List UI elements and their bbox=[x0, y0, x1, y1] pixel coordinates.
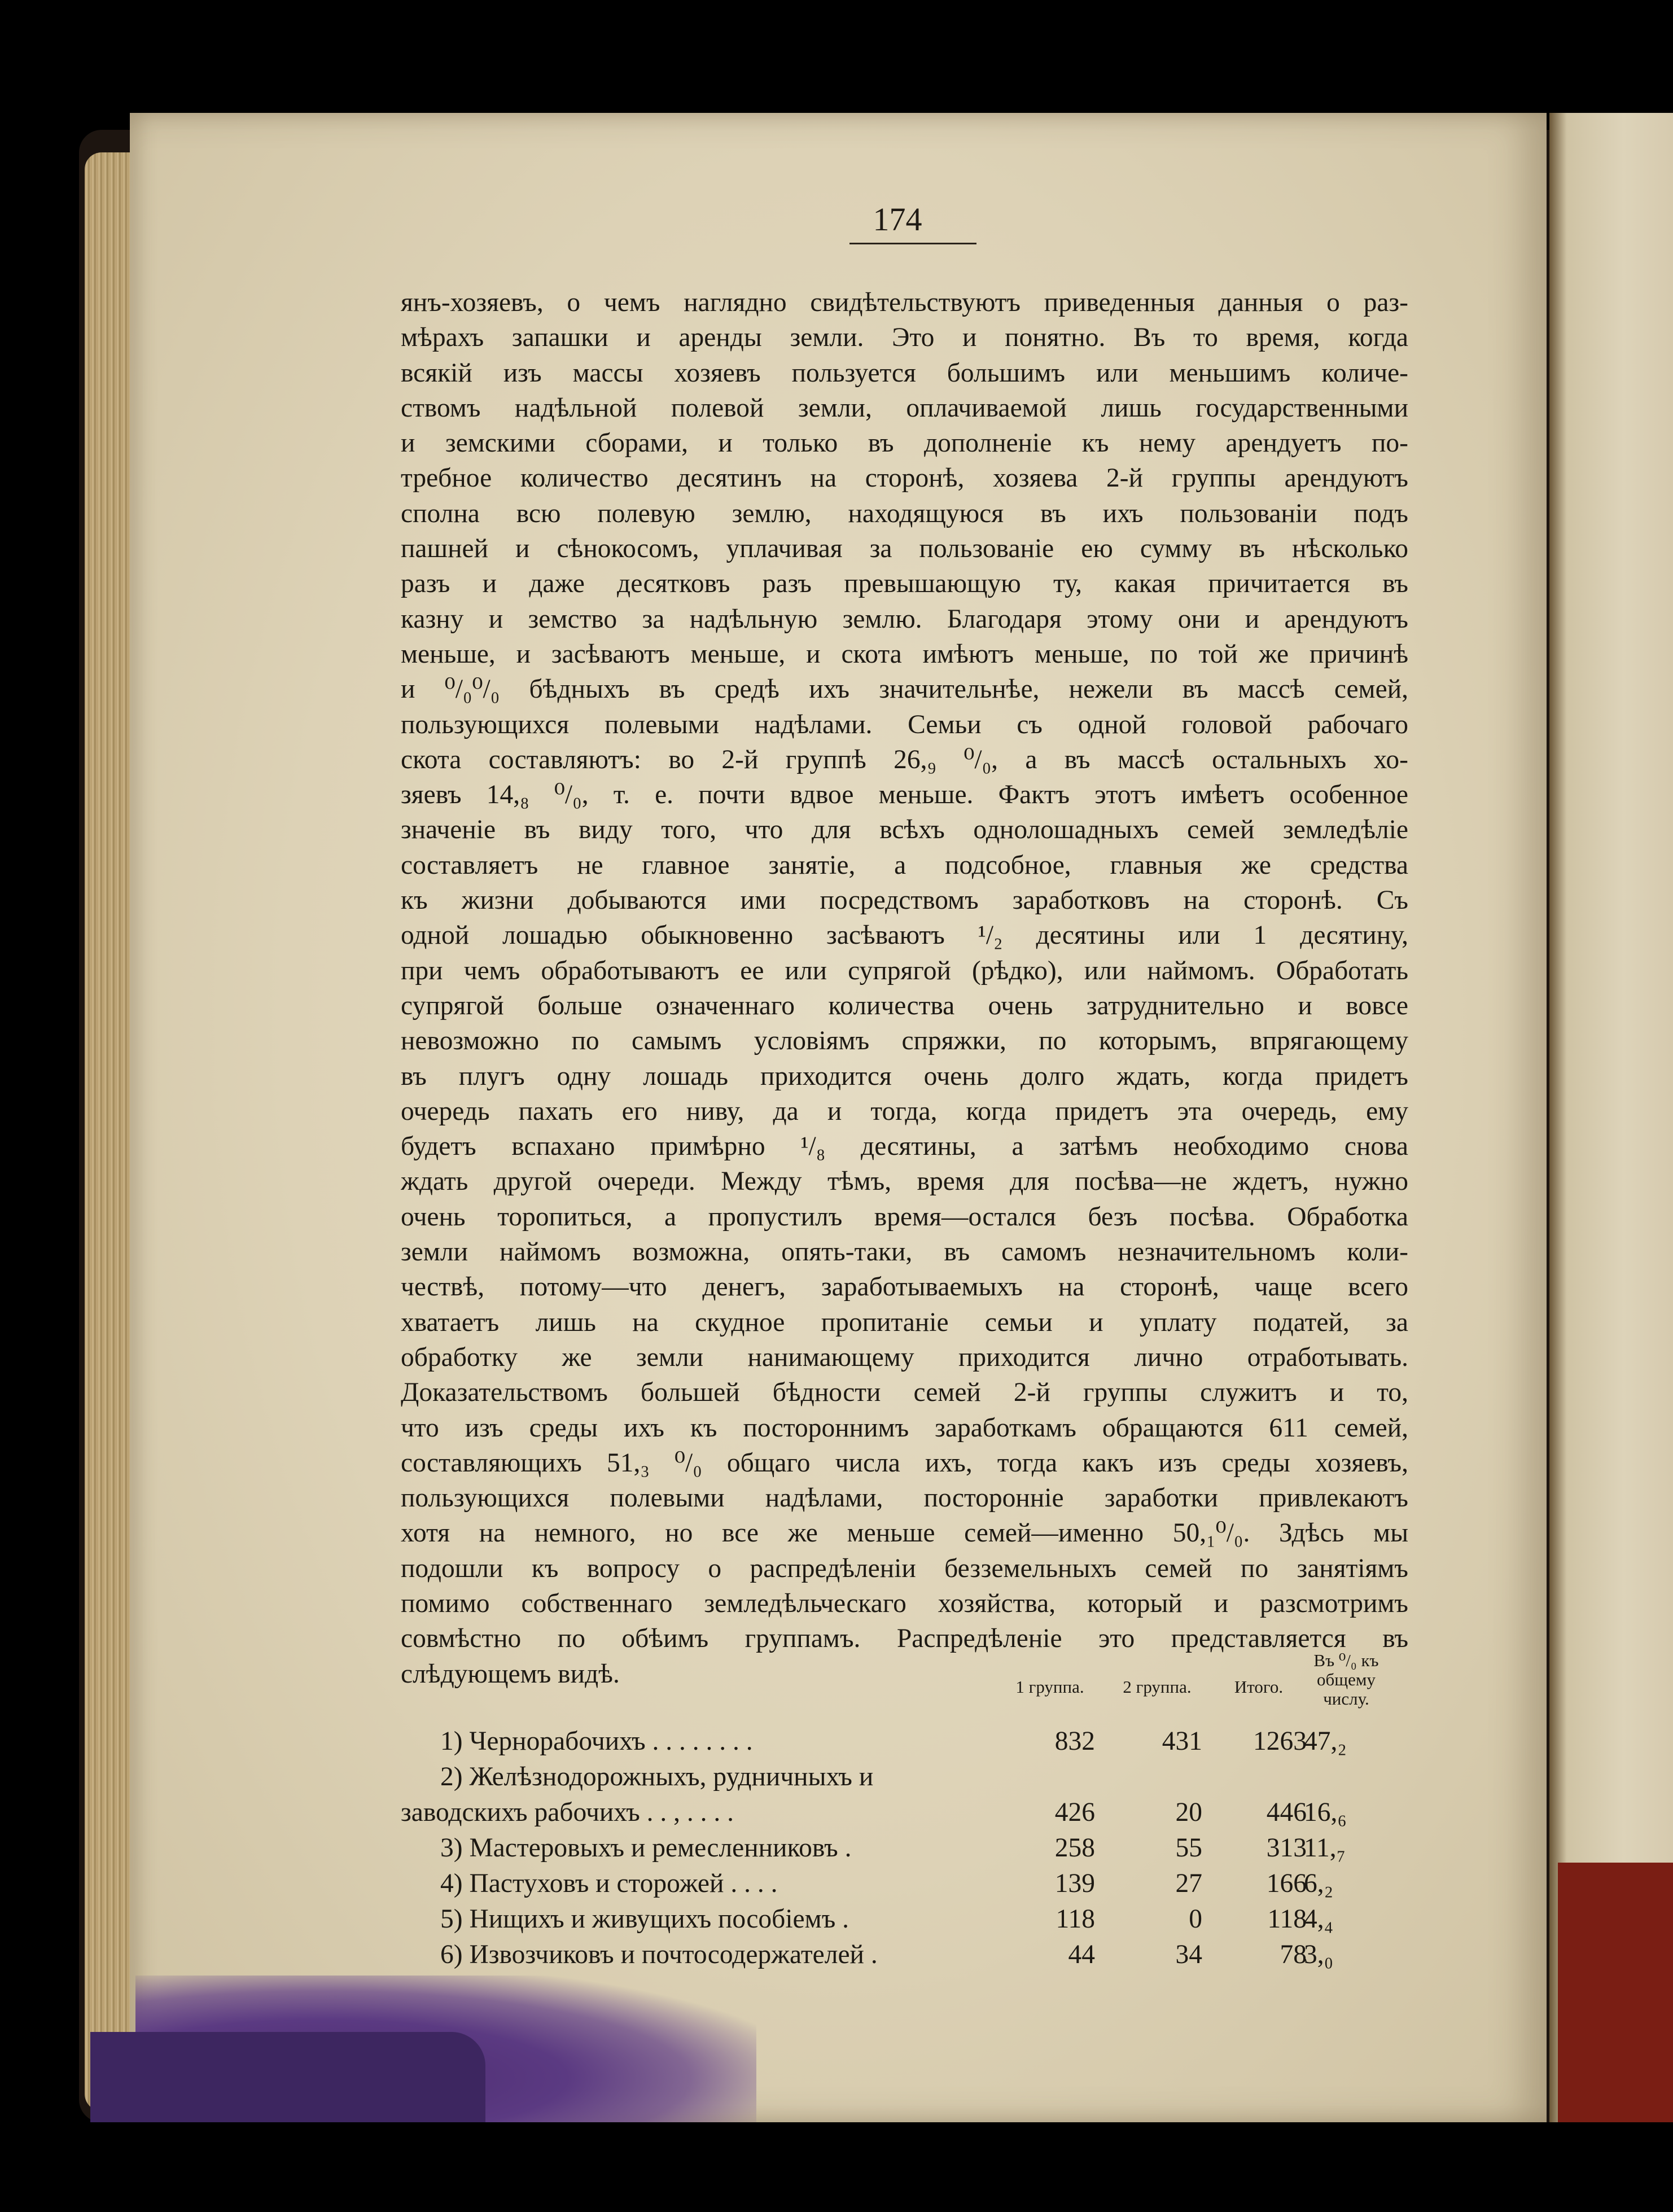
text-line: хотя на немного, но все же меньше семей—именно 50,₁⁰/₀. Здѣсь мы bbox=[401, 1518, 1408, 1548]
text-line: зяевъ 14,₈ ⁰/₀, т. е. почти вдвое меньше. Фактъ этотъ имѣетъ особенное bbox=[401, 780, 1408, 810]
cell-total: 166 bbox=[1266, 1869, 1307, 1898]
text-line: супрягой больше означеннаго количества очень затруднительно и вовсе bbox=[401, 991, 1408, 1020]
text-line: чествѣ, потому—что денегъ, заработываемыхъ на сторонѣ, чаще всего bbox=[401, 1272, 1408, 1302]
text-line: слѣдующемъ видѣ. bbox=[401, 1659, 620, 1689]
text-line: хватаетъ лишь на скудное пропитаніе семьи и уплату податей, за bbox=[401, 1307, 1408, 1337]
text-line: будетъ вспахано примѣрно ¹/₈ десятины, а затѣмъ необходимо снова bbox=[401, 1132, 1408, 1162]
row-label: 2) Желѣзнодорожныхъ, рудничныхъ и bbox=[440, 1762, 874, 1791]
cell-total: 313 bbox=[1266, 1833, 1307, 1863]
table-row bbox=[401, 1904, 1408, 1939]
row-label: 3) Мастеровыхъ и ремесленниковъ . bbox=[440, 1833, 852, 1863]
cell-group-2: 34 bbox=[1175, 1940, 1202, 1969]
cell-percent: 6,₂ bbox=[1304, 1869, 1334, 1898]
header-group-1: 1 группа. bbox=[1015, 1677, 1084, 1697]
cell-group-1: 258 bbox=[1054, 1833, 1095, 1863]
cell-percent: 16,₆ bbox=[1304, 1798, 1347, 1827]
cell-percent: 3,₀ bbox=[1304, 1940, 1334, 1969]
row-label: 6) Извозчиковъ и почтосодержателей . bbox=[440, 1940, 878, 1969]
text-line: Доказательствомъ большей бѣдности семей 2-й группы служитъ и то, bbox=[401, 1378, 1408, 1408]
header-percent-line: Въ ⁰/₀ къ bbox=[1313, 1650, 1379, 1670]
text-line: мѣрахъ запашки и аренды земли. Это и понятно. Въ то время, когда bbox=[401, 323, 1408, 353]
cell-percent: 11,₇ bbox=[1304, 1833, 1346, 1863]
text-line: земли наймомъ возможна, опять-таки, въ самомъ незначительномъ коли- bbox=[401, 1237, 1408, 1267]
header-group-2: 2 группа. bbox=[1123, 1677, 1192, 1697]
text-line: значеніе въ виду того, что для всѣхъ однолошадныхъ семей земледѣліе bbox=[401, 815, 1408, 845]
text-line: подошли къ вопросу о распредѣленіи безземельныхъ семей по занятіямъ bbox=[401, 1553, 1408, 1583]
text-line: очень торопиться, а пропустилъ время—остался безъ посѣва. Обработка bbox=[401, 1202, 1408, 1232]
text-line: что изъ среды ихъ къ постороннимъ заработкамъ обращаются 611 семей, bbox=[401, 1413, 1408, 1443]
header-percent-line: общему bbox=[1316, 1670, 1376, 1689]
table-row bbox=[401, 1868, 1408, 1903]
cell-total: 118 bbox=[1267, 1904, 1307, 1934]
text-line: скота составляютъ: во 2-й группѣ 26,₉ ⁰/₀, а въ массѣ остальныхъ хо- bbox=[401, 744, 1408, 774]
text-line: янъ-хозяевъ, о чемъ наглядно свидѣтельствуютъ приведенныя данныя о раз- bbox=[401, 288, 1408, 317]
row-label: 4) Пастуховъ и сторожей . . . . bbox=[440, 1869, 778, 1898]
cell-group-2: 55 bbox=[1175, 1833, 1202, 1863]
book-cover-corner bbox=[1558, 1863, 1673, 2122]
body-text bbox=[401, 285, 1408, 1692]
cell-total: 446 bbox=[1266, 1798, 1307, 1827]
cell-group-1: 139 bbox=[1054, 1869, 1095, 1898]
ink-stain-dark bbox=[90, 2032, 485, 2122]
table-row bbox=[401, 1726, 1408, 1761]
text-line: при чемъ обработываютъ ее или супрягой (рѣдко), или наймомъ. Обработать bbox=[401, 956, 1408, 985]
cell-group-1: 426 bbox=[1054, 1798, 1095, 1827]
right-page-fragment bbox=[1549, 113, 1673, 2122]
row-label: заводскихъ рабочихъ . . , . . . . bbox=[401, 1798, 734, 1827]
table-row bbox=[401, 1762, 1408, 1797]
text-line: пользующихся полевыми надѣлами, посторонніе заработки привлекаютъ bbox=[401, 1483, 1408, 1513]
page-number-rule bbox=[849, 243, 976, 244]
text-line: составляющихъ 51,₃ ⁰/₀ общаго числа ихъ, тогда какъ изъ среды хозяевъ, bbox=[401, 1448, 1408, 1478]
header-total: Итого. bbox=[1234, 1677, 1284, 1697]
text-line: меньше, и засѣваютъ меньше, и скота имѣютъ меньше, по той же причинѣ bbox=[401, 639, 1408, 669]
text-line: къ жизни добываются ими посредствомъ заработковъ на сторонѣ. Съ bbox=[401, 886, 1408, 916]
text-line: обработку же земли нанимающему приходится лично отработывать. bbox=[401, 1342, 1408, 1372]
text-line: разъ и даже десятковъ разъ превышающую ту, какая причитается въ bbox=[401, 569, 1408, 599]
table-row bbox=[401, 1797, 1408, 1832]
text-line: ждать другой очереди. Между тѣмъ, время для посѣва—не ждетъ, нужно bbox=[401, 1167, 1408, 1197]
text-line: невозможно по самымъ условіямъ спряжки, по которымъ, впрягающему bbox=[401, 1026, 1408, 1056]
cell-group-1: 44 bbox=[1068, 1940, 1095, 1969]
cell-group-2: 431 bbox=[1162, 1727, 1202, 1756]
header-percent-line: числу. bbox=[1323, 1689, 1369, 1709]
text-line: помимо собственнаго земледѣльческаго хозяйства, который и разсмотримъ bbox=[401, 1588, 1408, 1618]
text-line: пашней и сѣнокосомъ, уплачивая за пользованіе ею сумму въ нѣсколько bbox=[401, 534, 1408, 564]
text-line: и ⁰/₀⁰/₀ бѣдныхъ въ средѣ ихъ значительнѣе, нежели въ массѣ семей, bbox=[401, 674, 1408, 704]
cell-group-2: 0 bbox=[1189, 1904, 1202, 1934]
table-row bbox=[401, 1939, 1408, 1974]
cell-group-2: 27 bbox=[1175, 1869, 1202, 1898]
cell-total: 1263 bbox=[1253, 1727, 1307, 1756]
text-line: сполна всю полевую землю, находящуюся въ ихъ пользованіи подъ bbox=[401, 498, 1408, 528]
text-line: одной лошадью обыкновенно засѣваютъ ¹/₂ десятины или 1 десятину, bbox=[401, 921, 1408, 950]
text-line: очередь пахать его ниву, да и тогда, когда придетъ эта очередь, ему bbox=[401, 1096, 1408, 1126]
text-line: составляетъ не главное занятіе, а подсобное, главныя же средства bbox=[401, 850, 1408, 880]
text-line: требное количество десятинъ на сторонѣ, хозяева 2-й группы арендуютъ bbox=[401, 463, 1408, 493]
header-percent bbox=[1295, 1651, 1397, 1709]
text-line: казну и земство за надѣльную землю. Благодаря этому они и арендуютъ bbox=[401, 604, 1408, 634]
text-line: въ плугъ одну лошадь приходится очень долго ждать, когда придетъ bbox=[401, 1061, 1408, 1091]
text-line: пользующихся полевыми надѣлами. Семьи съ одной головой рабочаго bbox=[401, 709, 1408, 739]
table-row bbox=[401, 1833, 1408, 1868]
cell-total: 78 bbox=[1280, 1940, 1307, 1969]
text-line: совмѣстно по обѣимъ группамъ. Распредѣленіе это представляется въ bbox=[401, 1624, 1408, 1654]
cell-group-1: 118 bbox=[1056, 1904, 1095, 1934]
text-line: всякій изъ массы хозяевъ пользуется большимъ или меньшимъ количе- bbox=[401, 358, 1408, 388]
cell-percent: 4,₄ bbox=[1304, 1904, 1334, 1934]
text-line: и земскими сборами, и только въ дополненіе къ нему арендуетъ по- bbox=[401, 428, 1408, 458]
row-label: 1) Чернорабочихъ . . . . . . . . bbox=[440, 1727, 753, 1756]
cell-percent: 47,₂ bbox=[1304, 1727, 1347, 1756]
row-label: 5) Нищихъ и живущихъ пособіемъ . bbox=[440, 1904, 849, 1934]
page-number: 174 bbox=[873, 201, 922, 238]
text-line: ствомъ надѣльной полевой земли, оплачиваемой лишь государственными bbox=[401, 393, 1408, 423]
cell-group-2: 20 bbox=[1175, 1798, 1202, 1827]
cell-group-1: 832 bbox=[1054, 1727, 1095, 1756]
